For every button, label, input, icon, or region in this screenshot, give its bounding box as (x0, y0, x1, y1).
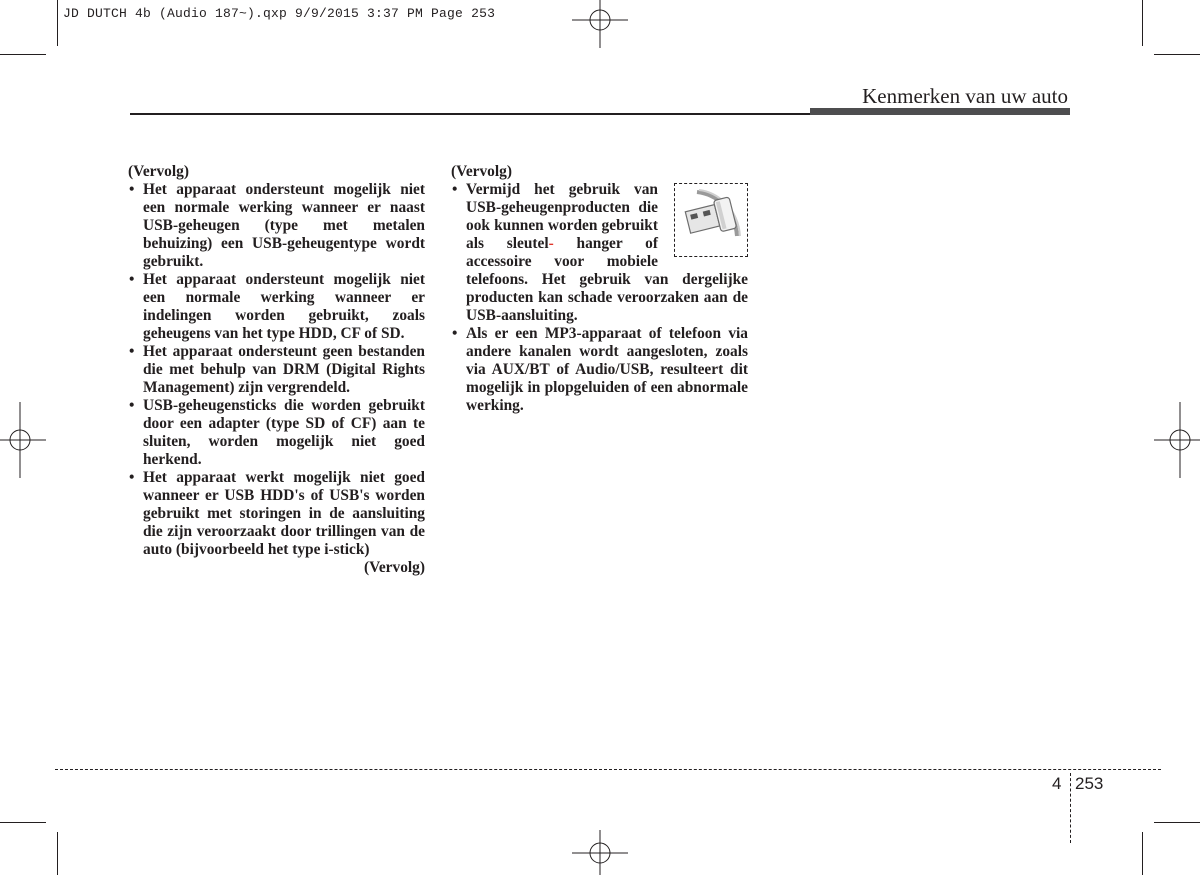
bullet-list-left (128, 181, 425, 559)
text-column-left (128, 163, 425, 592)
list-item-text: hanger of accessoire voor mobiele telefoons. Het gebruik van dergelijke producten kan schade veroorzaken aan de USB-aansluiting. (466, 235, 748, 324)
chapter-number: 4 (1052, 774, 1062, 793)
footer-rule (55, 769, 1161, 770)
usb-illustration (674, 183, 748, 257)
continued-label-top: (Vervolg) (128, 163, 189, 180)
continued-label-top: (Vervolg) (451, 163, 512, 180)
section-title: Kenmerken van uw auto (862, 84, 1068, 108)
registration-mark-bottom (570, 828, 630, 875)
list-item: • USB-geheugensticks die worden gebruikt door een adapter (type SD of CF) aan te sluiten, worden mogelijk niet goed herkend. (128, 397, 425, 469)
list-item: • Als er een MP3-apparaat of telefoon via andere kanalen wordt aangesloten, zoals via AUX/BT of Audio/USB, resulteert dit mogelijk in plopgeluiden of een abnormale werking. (451, 325, 748, 415)
header-rule (130, 113, 810, 115)
list-item (451, 181, 748, 325)
list-item: • Het apparaat ondersteunt geen bestanden die met behulp van DRM (Digital Rights Management) zijn vergrendeld. (128, 343, 425, 397)
continued-label-bottom: (Vervolg) (364, 559, 425, 576)
header-rule-accent (810, 108, 1070, 115)
footer-divider (1070, 773, 1071, 843)
page-number: 253 (1075, 774, 1104, 793)
usb-stick-icon (675, 184, 747, 256)
registration-mark-left (0, 400, 50, 480)
hyphen-mark: - (548, 235, 554, 252)
bullet-list-right (451, 181, 748, 415)
print-slug: JD DUTCH 4b (Audio 187~).qxp 9/9/2015 3:37 PM Page 253 (63, 6, 496, 21)
list-item: • Het apparaat ondersteunt mogelijk niet een normale werking wanneer er indelingen worden gebruikt, zoals geheugens van het type HDD, CF of SD. (128, 271, 425, 343)
list-item: • Het apparaat ondersteunt mogelijk niet een normale werking wanneer er naast USB-geheugen (type met metalen behuizing) een USB-geheugentype wordt gebruikt. (128, 181, 425, 271)
list-item: • Het apparaat werkt mogelijk niet goed wanneer er USB HDD's of USB's worden gebruikt met storingen in de aansluiting die zijn veroorzaakt door trillingen van de auto (bijvoorbeeld het type i-stick) (128, 469, 425, 559)
registration-mark-right (1150, 400, 1200, 480)
list-item-text: Vermijd het gebruik van USB-geheugenproducten die ook kunnen worden gebruikt als sleutel (466, 181, 658, 252)
registration-mark-top (570, 0, 630, 50)
text-column-right (451, 163, 748, 415)
